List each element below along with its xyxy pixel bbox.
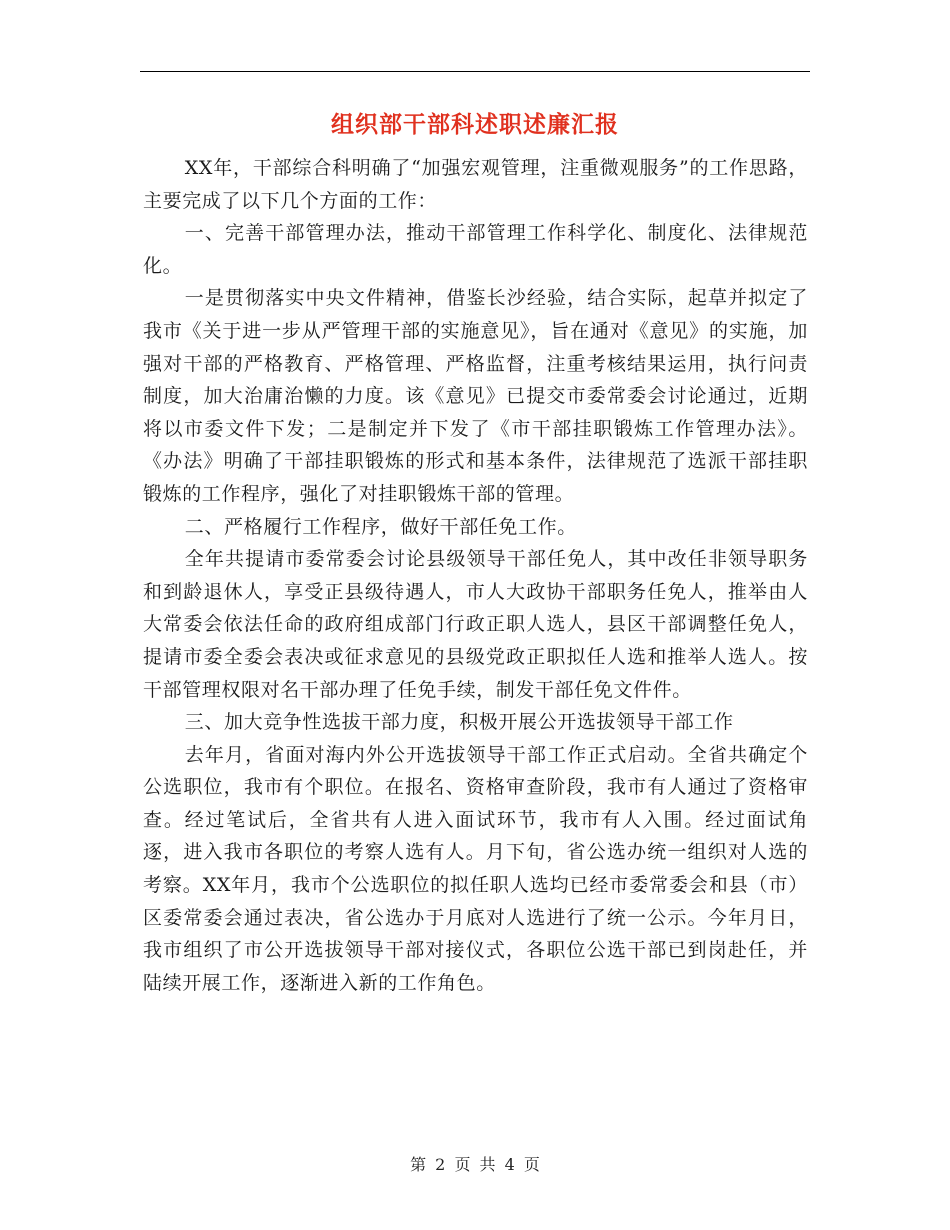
- section-heading-1: 一、完善干部管理办法，推动干部管理工作科学化、制度化、法律规范化。: [143, 222, 808, 277]
- section-heading-3: 三、加大竞争性选拔干部力度，积极开展公开选拔领导干部工作: [184, 711, 734, 734]
- paragraph-intro: XX年，干部综合科明确了“加强宏观管理，注重微观服务”的工作思路，主要完成了以下几个方面的工作：: [143, 157, 808, 212]
- document-body: [143, 152, 808, 999]
- page-number-footer: 第 2 页 共 4 页: [410, 1155, 540, 1174]
- header-rule: [140, 71, 810, 72]
- document-title: 组织部干部科述职述廉汇报: [331, 111, 619, 138]
- section-heading-2: 二、严格履行工作程序，做好干部任免工作。: [184, 515, 577, 538]
- paragraph-section-2: 全年共提请市委常委会讨论县级领导干部任免人，其中改任非领导职务和到龄退休人，享受正县级待遇人，市人大政协干部职务任免人，推举由人大常委会依法任命的政府组成部门行政正职人选人，县区干部调整任免人，提请市委全委会表决或征求意见的县级党政正职拟任人选和推举人选人。按干部管理权限对名干部办理了任免手续，制发干部任免文件件。: [143, 548, 808, 701]
- paragraph-section-3: 去年月，省面对海内外公开选拔领导干部工作正式启动。全省共确定个公选职位，我市有个职位。在报名、资格审查阶段，我市有人通过了资格审查。经过笔试后，全省共有人进入面试环节，我市有人入围。经过面试角逐，进入我市各职位的考察人选有人。月下旬，省公选办统一组织对人选的考察。XX年月，我市个公选职位的拟任职人选均已经市委常委会和县（市）区委常委会通过表决，省公选办于月底对人选进行了统一公示。今年月日，我市组织了市公开选拔领导干部对接仪式，各职位公选干部已到岗赴任，并陆续开展工作，逐渐进入新的工作角色。: [143, 743, 808, 994]
- paragraph-section-1: 一是贯彻落实中央文件精神，借鉴长沙经验，结合实际，起草并拟定了我市《关于进一步从严管理干部的实施意见》，旨在通对《意见》的实施，加强对干部的严格教育、严格管理、严格监督，注重考核结果运用，执行问责制度，加大治庸治懒的力度。该《意见》已提交市委常委会讨论通过，近期将以市委文件下发；二是制定并下发了《市干部挂职锻炼工作管理办法》。《办法》明确了干部挂职锻炼的形式和基本条件，法律规范了选派干部挂职锻炼的工作程序，强化了对挂职锻炼干部的管理。: [143, 287, 808, 505]
